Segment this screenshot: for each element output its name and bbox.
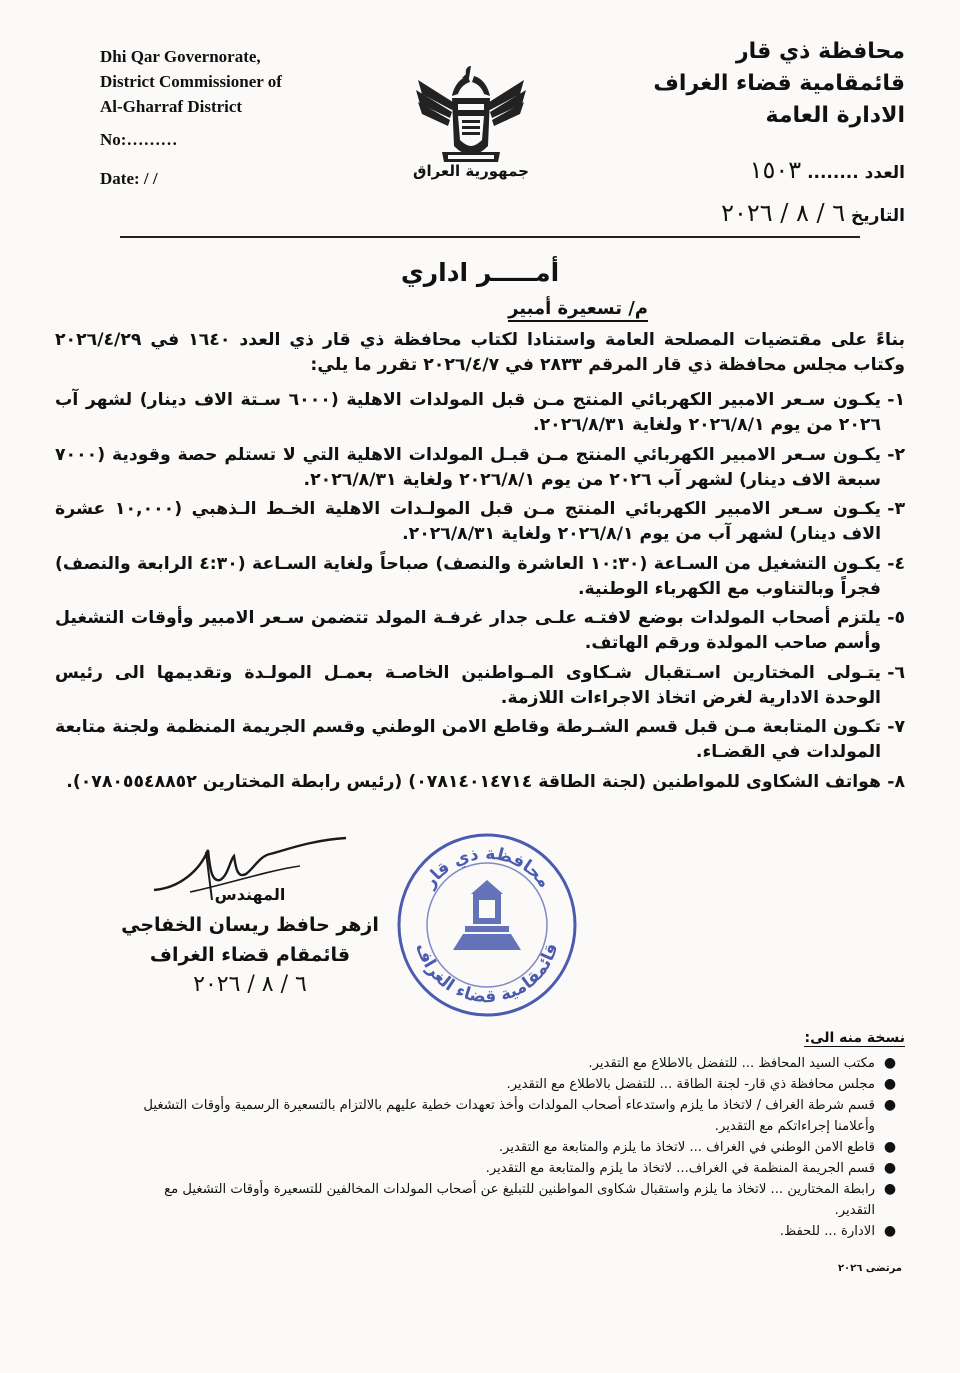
- header-ar-commissioner: قائمقامية قضاء الغراف: [653, 71, 905, 96]
- copies-list: [120, 1053, 905, 1242]
- item-number: ٧-: [887, 717, 905, 737]
- number-value: ١٥٠٣: [749, 156, 802, 184]
- item-text: تكـون المتابعة مـن قبل قسم الشـرطة وقاطع الامن الوطني وقسم الجريمة المنظمة ولجنة متابعة المولدات في القضـاء.: [55, 717, 881, 762]
- signature-block: [110, 880, 390, 1000]
- item-number: ٥-: [887, 608, 905, 628]
- order-items: [55, 388, 905, 795]
- document-subject: [508, 298, 648, 319]
- header-en-district: Al-Gharraf District: [100, 97, 243, 116]
- copy-item: [120, 1158, 905, 1179]
- number-label: العدد ........: [807, 163, 905, 183]
- bullet-icon: ●: [883, 1055, 897, 1071]
- header-ar-date: [585, 193, 905, 236]
- copies-heading: نسخة منه الى:: [804, 1030, 905, 1046]
- copy-text: الادارة ... للحفظ.: [779, 1224, 875, 1239]
- signature-title: المهندس: [214, 885, 286, 904]
- item-text: يكـون سـعر الامبير الكهربائي المنتج مـن قبل المولـدات الاهلية الخـط الـذهبي (١٠,٠٠٠ عشرة الاف دينار) لشهر آب من يوم ٢٠٢٦/٨/١ ولغاية ٢٠٢٦/٨/٣١.: [55, 499, 882, 544]
- copy-text: مجلس محافظة ذي قار- لجنة الطاقة ... للتفضل بالاطلاع مع التقدير.: [506, 1077, 875, 1092]
- header-en-governorate: Dhi Qar Governorate,: [100, 47, 261, 66]
- signature-position: قائمقام قضاء الغراف: [149, 944, 351, 966]
- header-en-commissioner: District Commissioner of: [100, 72, 282, 91]
- bullet-icon: ●: [883, 1139, 897, 1155]
- copies-section: [120, 1028, 905, 1242]
- intro-paragraph: بناءً على مقتضيات المصلحة العامة واستنادا لكتاب محافظة ذي قار ذي العدد ١٦٤٠ في ٢٠٢٦/٤/٢٩ وكتاب مجلس محافظة ذي قار المرقم ٢٨٣٣ في ٢٠٢٦/٤/٧ تقرر ما يلي:: [55, 330, 905, 375]
- copy-item: [120, 1074, 905, 1095]
- official-stamp-icon: [393, 830, 581, 1020]
- item-text: يكـون التشغيل من السـاعة (١٠:٣٠ العاشرة والنصف) صباحاً ولغاية السـاعة (٤:٣٠ الرابعة والنصف) فجراً وبالتناوب مع الكهرباء الوطنية.: [55, 553, 881, 599]
- copy-item: [120, 1179, 905, 1221]
- signature-name: ازهر حافظ ريسان الخفاجي: [121, 914, 379, 936]
- stamp-bottom-text: قائمقامية قضاء الغراف: [411, 940, 563, 1008]
- subject-text: م/ تسعيرة أمبير: [508, 298, 648, 322]
- document-title: أمـــــر اداري: [400, 258, 560, 287]
- bullet-icon: ●: [883, 1076, 897, 1092]
- order-item: [55, 715, 905, 765]
- order-item: [55, 770, 905, 795]
- iraq-eagle-emblem-icon: [412, 60, 530, 170]
- date-label: التاريخ: [851, 206, 905, 226]
- order-item: [55, 606, 905, 656]
- order-item: [55, 661, 905, 711]
- item-number: ١-: [887, 390, 905, 410]
- item-text: هواتف الشكاوى للمواطنين (لجنة الطاقة ٠٧٨١٤٠١٤٧١٤) (رئيس رابطة المختارين ٠٧٨٠٥٥٤٨٨٥٢).: [66, 771, 881, 792]
- copy-item: [120, 1137, 905, 1158]
- date-value: ٦ / ٨ / ٢٠٢٦: [721, 199, 846, 227]
- stamp-top-text: محافظة ذي قار: [419, 843, 555, 892]
- item-text: يكـون سـعر الامبير الكهربائي المنتج مـن قبـل المولدات الاهلية التي لا تستلم حصة وقودية (٧٠٠٠ سبعة الاف دينار) لشهر آب ٢٠٢٦ من يوم ٢٠٢٦/٨/١ ولغاية ٢٠٢٦/٨/٣١.: [55, 444, 881, 490]
- item-number: ٣-: [887, 499, 905, 519]
- order-item: [55, 443, 905, 493]
- copy-text: قسم شرطة الغراف / لاتخاذ ما يلزم واستدعاء أصحاب المولدات وأخذ تعهدات خطية عليهم بالالتزام بالتسعيرة الرسمية وأوقات التشغيل وأعلامنا إجراءاتكم مع التقدير.: [143, 1098, 875, 1134]
- bullet-icon: ●: [883, 1097, 897, 1113]
- copy-text: قاطع الامن الوطني في الغراف ... لاتخاذ ما يلزم والمتابعة مع التقدير.: [498, 1140, 875, 1155]
- item-text: يلتزم أصحاب المولدات بوضع لافتـه علـى جدار غرفـة المولد تتضمن سـعر الامبير وأوقات التشغيل وأسم صاحب المولدة ورقم الهاتف.: [55, 608, 881, 653]
- order-item: [55, 552, 905, 602]
- copy-item: [120, 1221, 905, 1242]
- header-en-date: Date: / /: [100, 169, 158, 188]
- copy-text: رابطة المختارين ... لاتخاذ ما يلزم واستقبال شكاوى المواطنين للتبليغ عن أصحاب المولدات المخالفين للتسعيرة وأوقات التشغيل مع التقدير.: [164, 1182, 875, 1218]
- header-english: [100, 44, 360, 191]
- item-number: ٤-: [887, 553, 905, 574]
- emblem-caption: جمهورية العراق: [413, 162, 529, 180]
- header-en-number: No:………: [100, 130, 178, 149]
- item-text: يتـولى المختارين اسـتقبال شـكاوى المـواطنين الخاصـة بعمـل المولـدة وتقديمها الى رئيس الوحدة الادارية لغرض اتخاذ الاجراءات اللازمة.: [55, 662, 881, 708]
- header-arabic: [585, 36, 905, 236]
- order-item: [55, 497, 905, 547]
- bullet-icon: ●: [883, 1223, 897, 1239]
- bullet-icon: ●: [883, 1181, 897, 1197]
- typist-footnote: مرتضى ٢٠٢٦: [837, 1263, 902, 1274]
- copy-text: قسم الجريمة المنظمة في الغراف... لاتخاذ ما يلزم والمتابعة مع التقدير.: [485, 1161, 875, 1176]
- header-ar-number: [585, 150, 905, 193]
- copy-item: [120, 1095, 905, 1137]
- document-body: [55, 328, 905, 799]
- copy-text: مكتب السيد المحافظ ... للتفضل بالاطلاع مع التقدير.: [588, 1056, 875, 1071]
- header-ar-administration: الادارة العامة: [765, 103, 905, 128]
- bullet-icon: ●: [883, 1160, 897, 1176]
- item-number: ٨-: [887, 771, 905, 792]
- item-number: ٢-: [887, 444, 905, 465]
- signature-date: ٦ / ٨ / ٢٠٢٦: [193, 972, 307, 997]
- header-ar-governorate: محافظة ذي قار: [735, 39, 905, 64]
- header-divider: [120, 236, 860, 238]
- copy-item: [120, 1053, 905, 1074]
- item-text: يكـون سـعر الامبير الكهربائي المنتج مـن قبل المولدات الاهلية (٦٠٠٠ سـتة الاف دينار) لشهر آب ٢٠٢٦ من يوم ٢٠٢٦/٨/١ ولغاية ٢٠٢٦/٨/٣١.: [55, 390, 881, 435]
- item-number: ٦-: [887, 662, 905, 683]
- order-item: [55, 388, 905, 438]
